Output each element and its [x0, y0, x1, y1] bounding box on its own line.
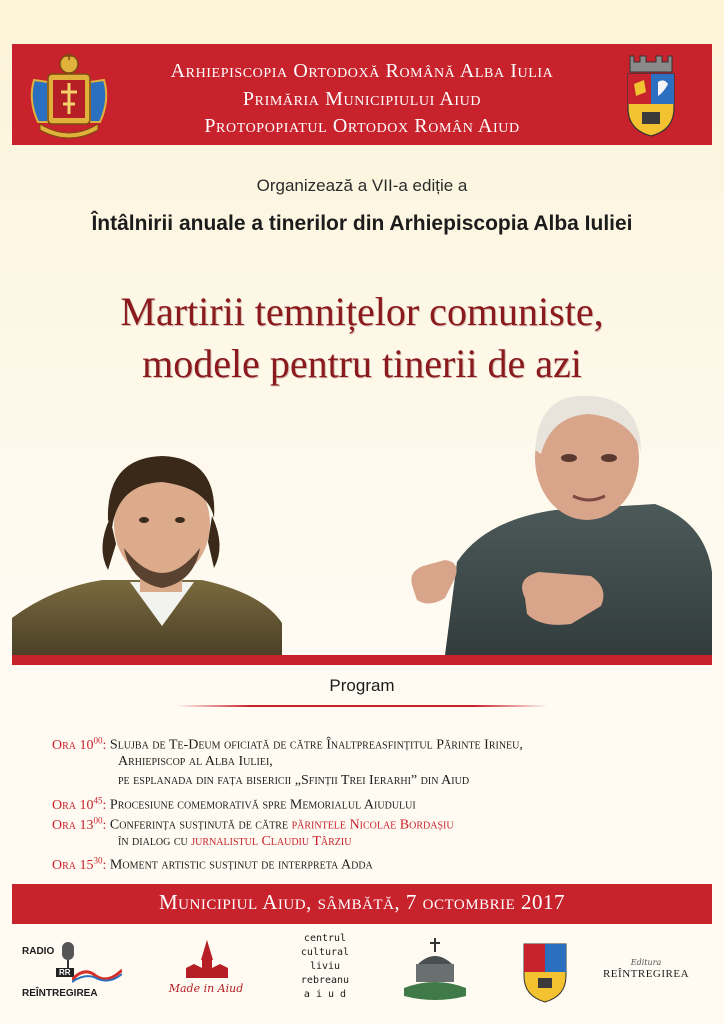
header-line-archdiocese: Arhiepiscopia Ortodoxă Română Alba Iulia	[170, 60, 554, 82]
schedule-item-4	[52, 855, 373, 874]
schedule-time: Ora $10^{45}$:	[52, 795, 107, 813]
header-line-deanery: Protopopiatul Ortodox Român Aiud	[204, 115, 520, 137]
schedule-time: Ora $10^{00}$:	[52, 735, 107, 753]
radio-reintregirea-logo: RADIO RR REÎNTREGIREA	[22, 940, 126, 1004]
photo-divider-bar	[12, 655, 712, 665]
journalist-name: jurnalistul Claudiu Târziu	[191, 834, 352, 849]
schedule-time: Ora $15^{30}$:	[52, 855, 107, 873]
schedule-text: Procesiune comemorativă spre Memorialul Aiudului	[106, 797, 416, 813]
schedule-item-3	[52, 815, 454, 834]
top-stripe	[0, 0, 724, 42]
schedule-time: Ora $13^{00}$:	[52, 815, 107, 833]
church-tower-icon	[182, 940, 232, 980]
schedule-item-2	[52, 795, 416, 814]
made-in-aiud-logo: Made in Aiud	[160, 940, 252, 1004]
organizer-line: Organizează a VII-a ediție a	[256, 176, 468, 195]
schedule-text: Conferința susținută de către	[106, 817, 292, 833]
title-line-1: Martirii temnițelor comuniste,	[120, 289, 604, 334]
schedule-item-1	[52, 735, 523, 754]
speaker-photo-left	[12, 448, 282, 655]
speaker-name: părintele Nicolae Bordașiu	[291, 817, 454, 833]
editura-reintregirea-logo: Editura REÎNTREGIREA	[602, 958, 690, 980]
schedule-item-1-cont-2: pe esplanada din fața bisericii „Sfinții Trei Ierarhi” din Aiud	[118, 773, 470, 788]
program-label: Program	[329, 676, 395, 695]
aiud-crest-icon	[520, 938, 570, 1004]
schedule-text: Moment artistic susținut de interpreta Adda	[106, 857, 373, 873]
program-rule	[176, 705, 548, 707]
schedule-item-1-cont-1: Arhiepiscop al Alba Iuliei,	[118, 754, 273, 769]
centrul-cultural-logo: centrul cultural liviu rebreanu a i u d	[300, 933, 350, 1000]
header-line-city-hall: Primăria Municipiului Aiud	[242, 88, 482, 110]
title-line-2: modele pentru tinerii de azi	[142, 341, 582, 386]
footer-date-location: Municipiul Aiud, sâmbătă, 7 octombrie 2017	[159, 890, 565, 914]
schedule-item-3-cont: în dialog cu jurnalistul Claudiu Târziu	[118, 834, 352, 849]
event-name: Întâlnirii anuale a tinerilor din Arhiepiscopia Alba Iuliei	[91, 212, 633, 235]
speaker-photo-right	[405, 392, 712, 655]
sound-wave-icon	[72, 966, 122, 984]
memorial-aiud-icon	[400, 936, 470, 1004]
schedule-text: Slujba de Te-Deum oficiată de către Înaltpreasfințitul Părinte Irineu,	[106, 737, 523, 753]
